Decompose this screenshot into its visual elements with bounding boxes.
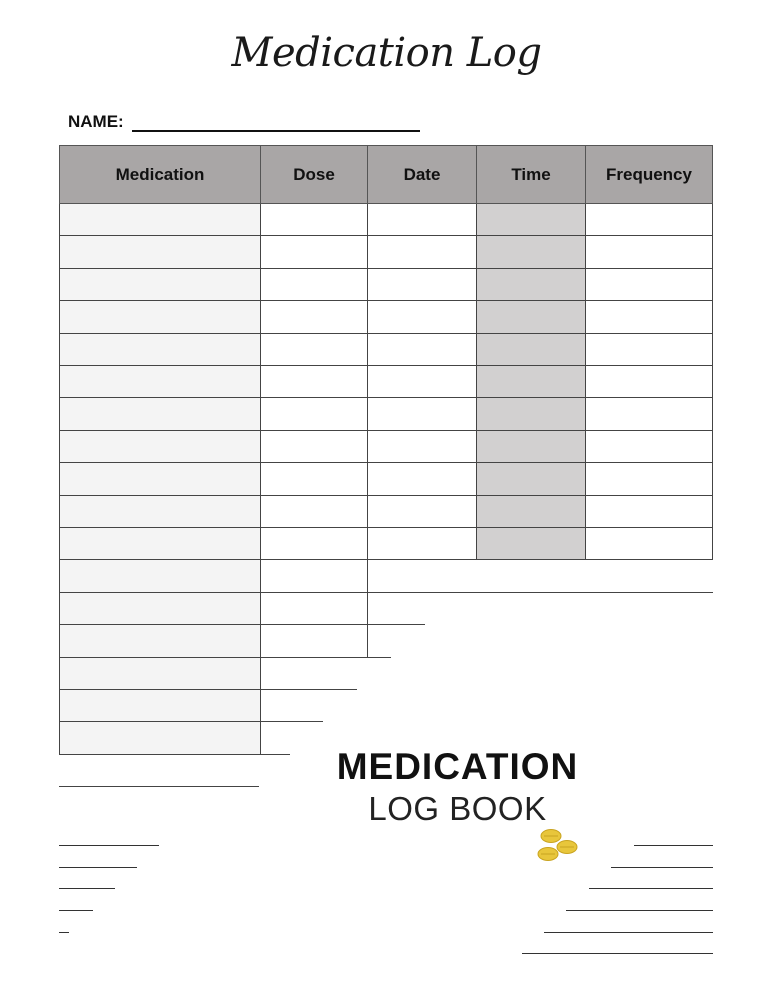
column-line [476, 204, 477, 560]
column-line [367, 204, 368, 658]
decorative-line [589, 888, 713, 889]
header-medication: Medication [59, 145, 261, 204]
medication-column[interactable] [59, 204, 260, 755]
decorative-line [611, 867, 713, 868]
decorative-line [59, 867, 137, 868]
pills-icon [534, 826, 582, 866]
row-line [59, 624, 425, 625]
row-line [59, 430, 713, 431]
row-line [59, 365, 713, 366]
row-line [59, 657, 391, 658]
row-line [59, 689, 357, 690]
header-frequency: Frequency [585, 145, 713, 204]
row-line [59, 462, 713, 463]
book-subtitle: LOG BOOK [368, 790, 547, 827]
book-title: MEDICATION [336, 746, 579, 787]
row-line [59, 300, 713, 301]
decorative-line [59, 845, 159, 846]
row-line [59, 721, 323, 722]
row-line [59, 235, 713, 236]
column-line [585, 204, 586, 560]
column-line [260, 204, 261, 755]
time-column[interactable] [476, 204, 585, 560]
row-line [59, 527, 713, 528]
decorative-line [634, 845, 713, 846]
decorative-line [59, 932, 69, 933]
decorative-line [566, 910, 713, 911]
column-line [712, 204, 713, 560]
header-date: Date [367, 145, 477, 204]
row-line [59, 268, 713, 269]
row-line [59, 397, 713, 398]
name-input-line[interactable] [132, 112, 420, 132]
page-title: Medication Log [231, 30, 542, 76]
row-line [59, 559, 713, 560]
decorative-line [522, 953, 713, 954]
row-line [59, 592, 713, 593]
decorative-line [59, 888, 115, 889]
header-time: Time [476, 145, 586, 204]
decorative-line [59, 910, 93, 911]
name-label: NAME: [68, 112, 124, 131]
row-line [59, 333, 713, 334]
decorative-line [544, 932, 713, 933]
row-line [59, 495, 713, 496]
name-field [68, 108, 420, 132]
header-dose: Dose [260, 145, 368, 204]
column-line [59, 204, 60, 755]
